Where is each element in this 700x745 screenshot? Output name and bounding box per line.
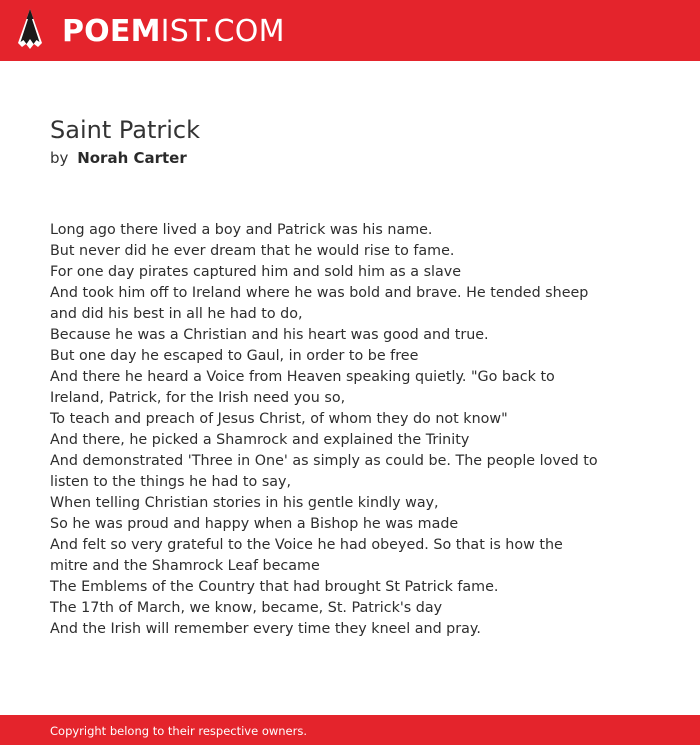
copyright-text: Copyright belong to their respective owners.: [50, 724, 308, 738]
site-header: [0, 0, 700, 61]
poem-line: And took him off to Ireland where he was bold and brave. He tended sheep: [50, 285, 589, 301]
poem-line: When telling Christian stories in his gentle kindly way,: [50, 495, 439, 511]
poem-line: Because he was a Christian and his heart was good and true.: [50, 327, 489, 343]
by-label: by: [50, 149, 69, 167]
poem-body: [50, 220, 598, 640]
poem-byline: [50, 149, 187, 167]
poem-line: And demonstrated 'Three in One' as simply as could be. The people loved to: [50, 453, 598, 469]
poem-line: But one day he escaped to Gaul, in order to be free: [50, 348, 419, 364]
poem-line: Long ago there lived a boy and Patrick was his name.: [50, 222, 433, 238]
poem-line: The Emblems of the Country that had brought St Patrick fame.: [50, 579, 499, 595]
poem-line: and did his best in all he had to do,: [50, 306, 303, 322]
poem-line: And the Irish will remember every time they kneel and pray.: [50, 621, 481, 637]
site-logo-link[interactable]: [16, 8, 285, 54]
poem-line: listen to the things he had to say,: [50, 474, 292, 490]
poem-line: But never did he ever dream that he would rise to fame.: [50, 243, 455, 259]
poem-line: And felt so very grateful to the Voice he had obeyed. So that is how the: [50, 537, 563, 553]
poem-line: And there, he picked a Shamrock and explained the Trinity: [50, 432, 470, 448]
poem-line: And there he heard a Voice from Heaven speaking quietly. "Go back to: [50, 369, 555, 385]
poem-title: Saint Patrick: [50, 116, 200, 144]
logo-text-light: IST.COM: [160, 13, 285, 49]
poem-line: So he was proud and happy when a Bishop he was made: [50, 516, 459, 532]
site-logo-text: [62, 14, 285, 49]
poem-line: Ireland, Patrick, for the Irish need you so,: [50, 390, 346, 406]
poem-line: mitre and the Shamrock Leaf became: [50, 558, 320, 574]
poem-line: For one day pirates captured him and sold him as a slave: [50, 264, 462, 280]
poem-line: To teach and preach of Jesus Christ, of whom they do not know": [50, 411, 508, 427]
site-footer: [0, 715, 700, 745]
pencil-icon: [16, 9, 44, 53]
author-name: Norah Carter: [77, 149, 187, 167]
poem-line: The 17th of March, we know, became, St. Patrick's day: [50, 600, 443, 616]
logo-text-bold: POEM: [62, 13, 161, 49]
